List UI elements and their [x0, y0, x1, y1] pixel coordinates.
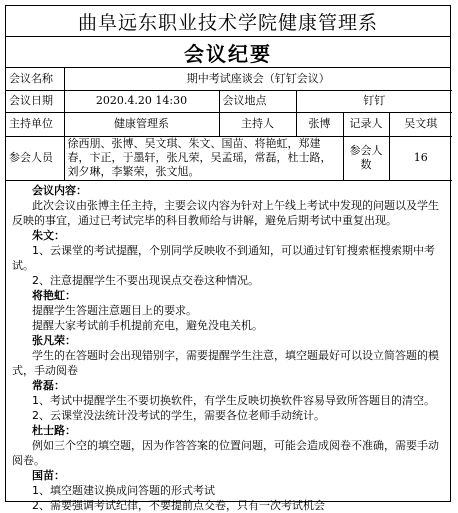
speaker-item: 2、需要强调考试纪律，不要提前点交卷，只有一次考试机会 [32, 498, 325, 512]
attendee-count-label: 参会人数 [343, 136, 389, 180]
row-meeting-date [6, 90, 452, 112]
speaker-name: 朱文： [32, 228, 65, 242]
speaker-name: 常磊： [32, 378, 65, 392]
content-sections [12, 228, 446, 513]
row-host [6, 112, 452, 136]
speaker-name: 张凡荣： [32, 333, 76, 347]
attendee-count-value: 16 [389, 136, 452, 180]
meeting-content [6, 181, 450, 513]
speaker-item: 例如三个空的填空题，因为作答答案的位置问题，可能会造成阅卷不准确，需要手动阅卷。 [12, 438, 439, 467]
attendees-label: 参会人员 [6, 136, 64, 180]
school-title: 曲阜远东职业技术学院健康管理系 [6, 6, 450, 37]
speaker-item: 提醒学生答题注意题目上的要求。 [32, 303, 197, 317]
speaker-item: 1、云课堂的考试提醒，个别同学反映收不到通知，可以通过钉钉搜索框搜索期中考试。 [12, 243, 435, 272]
document-title: 会议纪要 [6, 37, 450, 68]
host-unit-value: 健康管理系 [64, 112, 219, 136]
speaker-item: 提醒大家考试前手机提前充电，避免没电关机。 [32, 318, 263, 332]
row-meeting-name [6, 68, 452, 90]
meeting-name-value: 期中考试座谈会（钉钉会议） [64, 68, 452, 90]
recorder-value: 吴文琪 [389, 112, 452, 136]
content-heading: 会议内容： [32, 183, 87, 197]
row-attendees [6, 136, 452, 180]
recorder-label: 记录人 [343, 112, 389, 136]
meeting-name-label: 会议名称 [6, 68, 64, 90]
content-intro: 此次会议由张博主任主持，主要会议内容为针对上午线上考试中发现的问题以及学生反映的事宜，通过已考试完毕的科目教师给与讲解，避免后期考试中重复出现。 [12, 198, 439, 227]
speaker-item: 2、云课堂没法统计没考试的学生，需要各位老师手动统计。 [32, 408, 325, 422]
host-label: 主持人 [219, 112, 296, 136]
meeting-date-value: 2020.4.20 14:30 [64, 90, 219, 112]
speaker-item: 1、考试中提醒学生不要切换软件，有学生反映切换软件容易导致所答题目的清空。 [32, 393, 435, 407]
speaker-name: 将艳虹： [32, 288, 76, 302]
speaker-item: 2、注意提醒学生不要出现误点交卷这种情况。 [32, 273, 259, 287]
host-value: 张博 [296, 112, 343, 136]
speaker-name: 杜士路： [32, 423, 76, 437]
meeting-minutes-sheet [5, 5, 451, 512]
meeting-location-label: 会议地点 [219, 90, 296, 112]
meeting-info-table [6, 68, 452, 181]
meeting-date-label: 会议日期 [6, 90, 64, 112]
host-unit-label: 主持单位 [6, 112, 64, 136]
meeting-location-value: 钉钉 [296, 90, 452, 112]
attendees-value: 徐西朋、张博、吴文琪、朱文、国苗、将艳虹，郑建春，卞正，于墨轩，张凡荣，吴孟瑶，常磊，杜士路，刘夕琳，李繁荣，张文旭。 [64, 136, 343, 180]
speaker-item: 学生的在答题时会出现错别字，需要提醒学生注意，填空题最好可以设立简答题的模式，手动阅卷 [12, 348, 439, 377]
speaker-name: 国苗： [32, 468, 65, 482]
speaker-item: 1、填空题建议换成问答题的形式考试 [32, 483, 215, 497]
